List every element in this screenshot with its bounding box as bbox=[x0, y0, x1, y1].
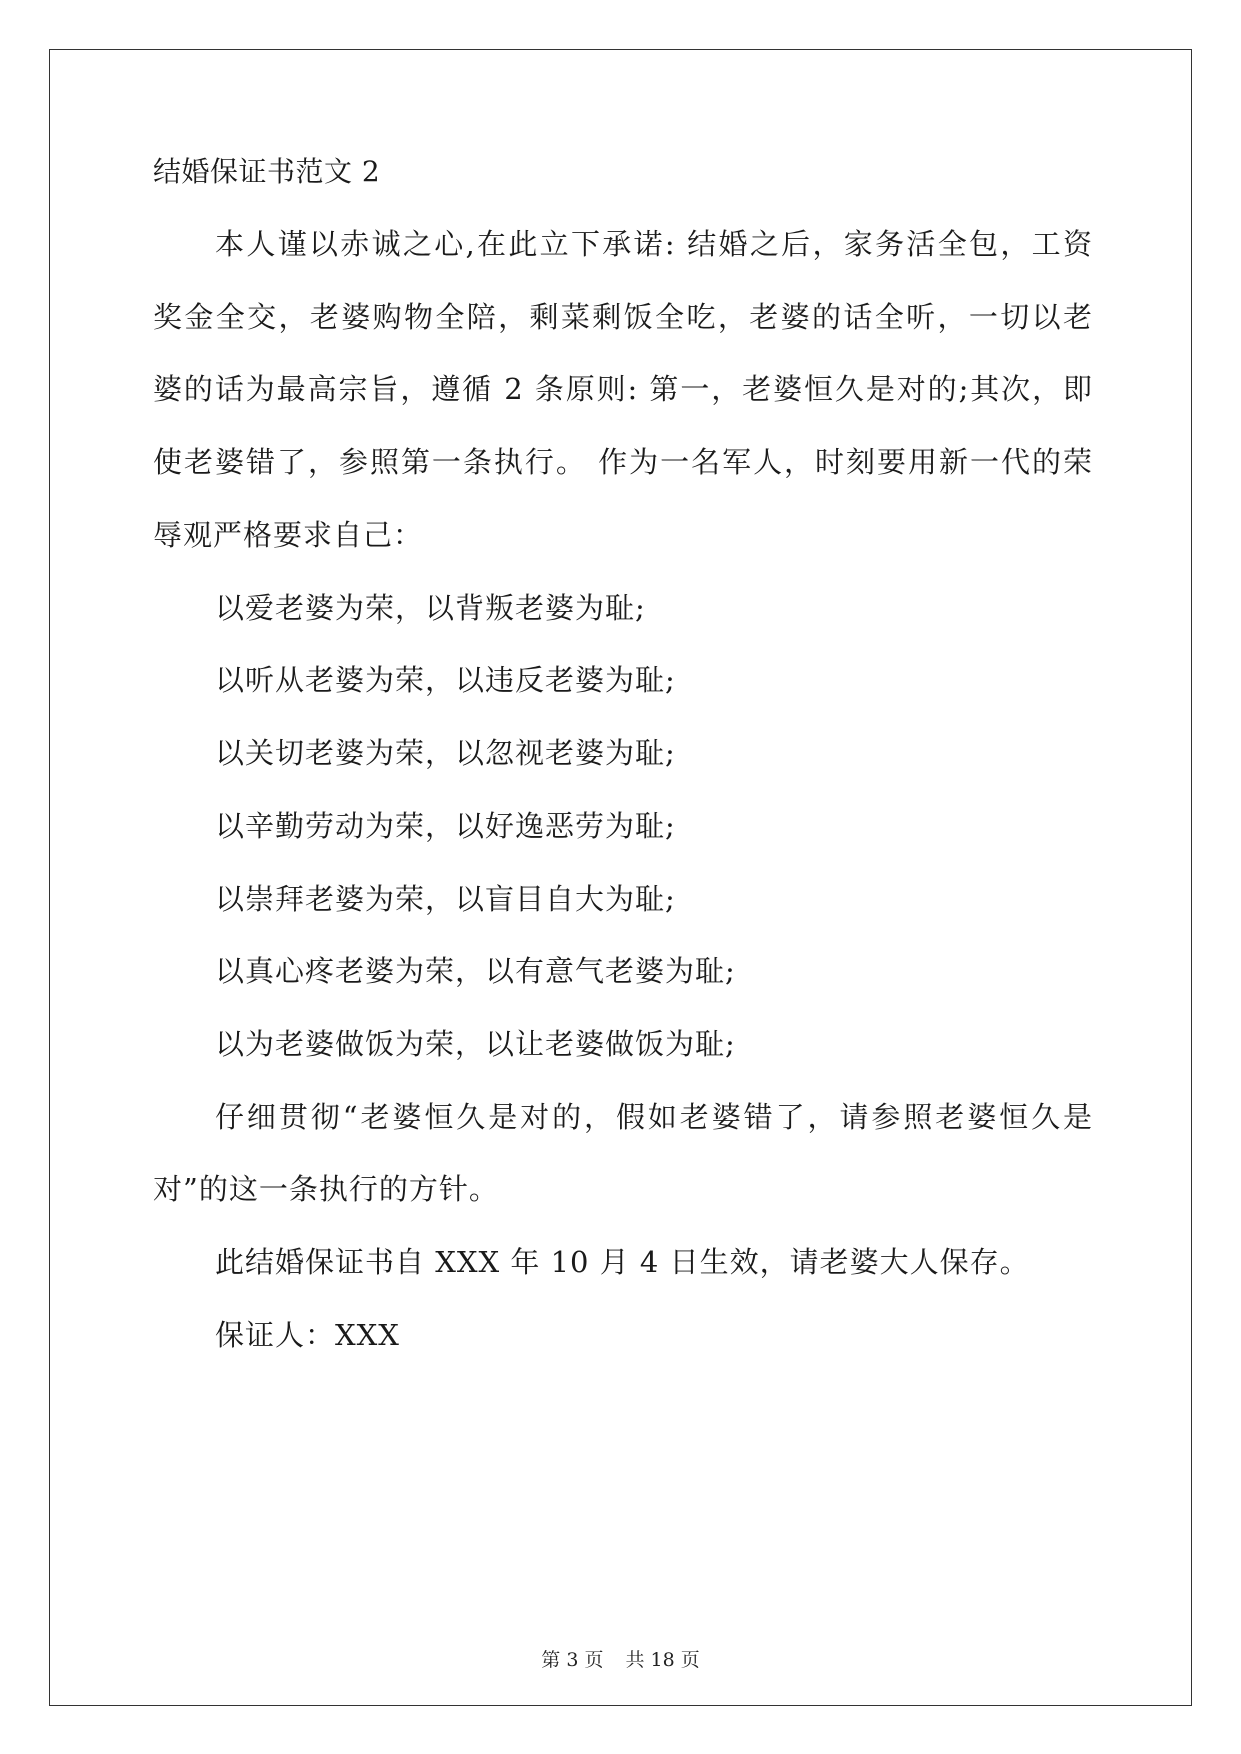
motto-line: 以真心疼老婆为荣，以有意气老婆为耻; bbox=[215, 954, 736, 988]
paragraph-2-line-2: 对”的这一条执行的方针。 bbox=[153, 1172, 499, 1206]
paragraph-2-line-1: 仔细贯彻“老婆恒久是对的，假如老婆错了，请参照老婆恒久是 bbox=[215, 1100, 1093, 1134]
motto-line: 以听从老婆为荣，以违反老婆为耻; bbox=[215, 663, 676, 697]
motto-line: 以关切老婆为荣，以忽视老婆为耻; bbox=[215, 736, 676, 770]
paragraph-1-line-4: 使老婆错了，参照第一条执行。 作为一名军人，时刻要用新一代的荣 bbox=[153, 445, 1093, 479]
guarantor-line: 保证人：XXX bbox=[215, 1318, 400, 1352]
paragraph-1-line-1: 本人谨以赤诚之心,在此立下承诺: 结婚之后，家务活全包，工资 bbox=[215, 227, 1093, 261]
paragraph-1-line-2: 奖金全交，老婆购物全陪，剩菜剩饭全吃，老婆的话全听，一切以老 bbox=[153, 300, 1093, 334]
document-title: 结婚保证书范文 2 bbox=[153, 155, 381, 188]
motto-line: 以为老婆做饭为荣，以让老婆做饭为耻; bbox=[215, 1027, 736, 1061]
motto-line: 以崇拜老婆为荣，以盲目自大为耻; bbox=[215, 882, 676, 916]
page-footer bbox=[0, 1648, 1241, 1672]
paragraph-1-line-3: 婆的话为最高宗旨，遵循 2 条原则: 第一，老婆恒久是对的;其次，即 bbox=[153, 372, 1093, 406]
effective-date-line: 此结婚保证书自 XXX 年 10 月 4 日生效，请老婆大人保存。 bbox=[215, 1245, 1030, 1279]
page-number: 第 3 页 bbox=[541, 1649, 604, 1671]
paragraph-1-line-5: 辱观严格要求自己： bbox=[153, 518, 424, 552]
motto-line: 以辛勤劳动为荣，以好逸恶劳为耻; bbox=[215, 809, 676, 843]
motto-line: 以爱老婆为荣，以背叛老婆为耻; bbox=[215, 591, 646, 625]
page-total: 共 18 页 bbox=[625, 1649, 700, 1671]
